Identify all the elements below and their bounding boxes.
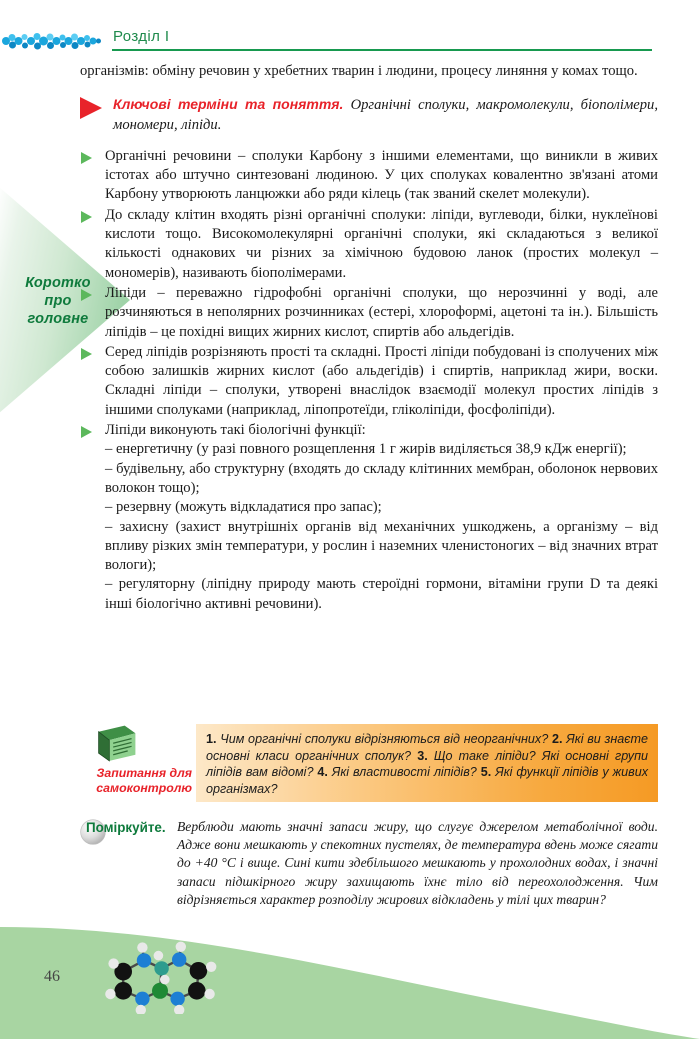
self-check-questions	[206, 731, 648, 797]
green-triangle-bullet-icon	[81, 152, 92, 164]
list-item-text: До складу клітин входять різні органічні сполуки: ліпіди, вуглеводи, білки, нуклеїнові кислоти тощо. Високомолекулярні органічні сполуки, які складаються з великої кількості однакових чи різних за хімічною будовою ланок (простих молекул – мономерів), називають біополімерами.	[105, 206, 658, 281]
molecule-3d-model-icon	[96, 938, 224, 1014]
key-terms-list: Органічні сполуки, макромолекули, біополімери, мономери, ліпіди.	[113, 97, 658, 133]
list-item-text: Органічні речовини – сполуки Карбону з іншими елементами, що виникли в живих істотах або штучно синтезовані людиною. У цих сполуках ковалентно зв'язані атоми Карбону утворюють ланцюжки або ряди кілець (так званий скелет молекули).	[105, 147, 658, 203]
question-text: Які функції ліпідів у живих організмах?	[206, 765, 649, 796]
function-line: – регуляторну (ліпідну природу мають стероїдні гормони, вітаміни групи D та деякі інші біологічно активні речовини).	[105, 576, 658, 612]
page-header	[0, 28, 700, 58]
side-banner-line-3: головне	[27, 311, 89, 327]
list-item	[80, 206, 658, 283]
functions-lead: Ліпіди виконують такі біологічні функції:	[105, 422, 366, 439]
list-item-text: Ліпіди – переважно гідрофобні органічні сполуки, що нерозчинні у воді, але розчиняються в неполярних розчинниках (естері, хлороформі, ацетоні та ін.). Більшість ліпідів – це похідні вищих жирних кислот, спиртів або альдегідів.	[105, 284, 658, 340]
function-line: – резервну (можуть відкладатися про запас);	[105, 499, 382, 516]
question-text: Чим органічні сполуки відрізняються від неорганічних?	[220, 732, 549, 746]
green-triangle-bullet-icon	[81, 289, 92, 301]
ponder-section	[80, 818, 658, 909]
main-content	[80, 62, 658, 615]
molecule-chain-icon	[2, 30, 107, 52]
list-item-text: Серед ліпідів розрізняють прості та складні. Прості ліпіди побудовані із сполучених між собою залишків жирних кислот (або альдегідів) і спиртів, наприклад жири, воски. Складні ліпіди – сполуки, утворені внаслідок взаємодії молекул простих ліпідів з іншими сполуками (наприклад, ліпопротеїди, гліколіпіди, фосфоліпіди).	[105, 343, 658, 418]
notepad-icon	[94, 724, 140, 764]
key-terms-text	[113, 95, 658, 135]
question-number: 3.	[417, 748, 428, 763]
question-text: Що таке ліпіди? Які основні групи ліпідів вам відомі?	[206, 748, 649, 780]
list-item	[80, 343, 658, 420]
page-number: 46	[44, 968, 60, 985]
header-rule	[112, 49, 652, 51]
chapter-label: Розділ I	[113, 28, 170, 45]
key-terms-block	[80, 95, 658, 135]
side-banner-line-2: про	[44, 293, 72, 309]
self-check-label	[88, 766, 192, 796]
green-triangle-bullet-icon	[81, 348, 92, 360]
question-text: Які ви знаєте основні класи органічних сполук?	[206, 732, 649, 763]
question-number: 1.	[206, 732, 217, 746]
question-number: 4.	[317, 765, 328, 780]
question-text: Які властивості ліпідів?	[331, 765, 477, 780]
green-triangle-bullet-icon	[81, 426, 92, 438]
function-line: – захисну (захист внутрішніх органів від механічних ушкоджень, а організму – від впливу різких змін температури, у рослин і наземних членистоногих – від значних втрат вологи);	[105, 518, 658, 574]
function-line: – енергетичну (у разі повного розщеплення 1 г жирів виділяється 38,9 кДж енергії);	[105, 441, 627, 458]
side-banner-line-1: Коротко	[25, 275, 91, 291]
list-item	[80, 147, 658, 205]
green-triangle-bullet-icon	[81, 211, 92, 223]
intro-paragraph: організмів: обміну речовин у хребетних тварин і людини, процесу линяння у комах тощо.	[80, 63, 638, 79]
question-number: 5.	[480, 765, 492, 780]
ponder-heading: Поміркуйте.	[86, 820, 166, 835]
summary-bullets	[80, 147, 658, 614]
list-item	[80, 284, 658, 342]
question-number: 2.	[551, 732, 563, 746]
list-item-functions	[80, 421, 658, 614]
self-check-label-line-2: самоконтролю	[96, 781, 192, 795]
red-triangle-icon	[80, 97, 102, 119]
self-check-section	[88, 724, 658, 802]
ponder-text: Верблюди мають значні запаси жиру, що слугує джерелом метаболічної води. Адже вони мешкають у спекотних пустелях, де температура вдень може сягати до +40 °С і вище. Сині кити здебільшого мешкають у прохолодних водах, і значні запаси підшкірного жиру захищають їхнє тіло від переохолодження. Чим відрізняється характер розподілу жирових відкладень у тілі цих тварин?	[177, 819, 658, 907]
key-terms-heading: Ключові терміни та поняття.	[113, 96, 344, 113]
self-check-question-box	[196, 724, 658, 802]
self-check-label-line-1: Запитання для	[96, 766, 192, 780]
function-line: – будівельну, або структурну (входять до складу клітинних мембран, оболонок нервових волокон тощо);	[105, 460, 658, 496]
